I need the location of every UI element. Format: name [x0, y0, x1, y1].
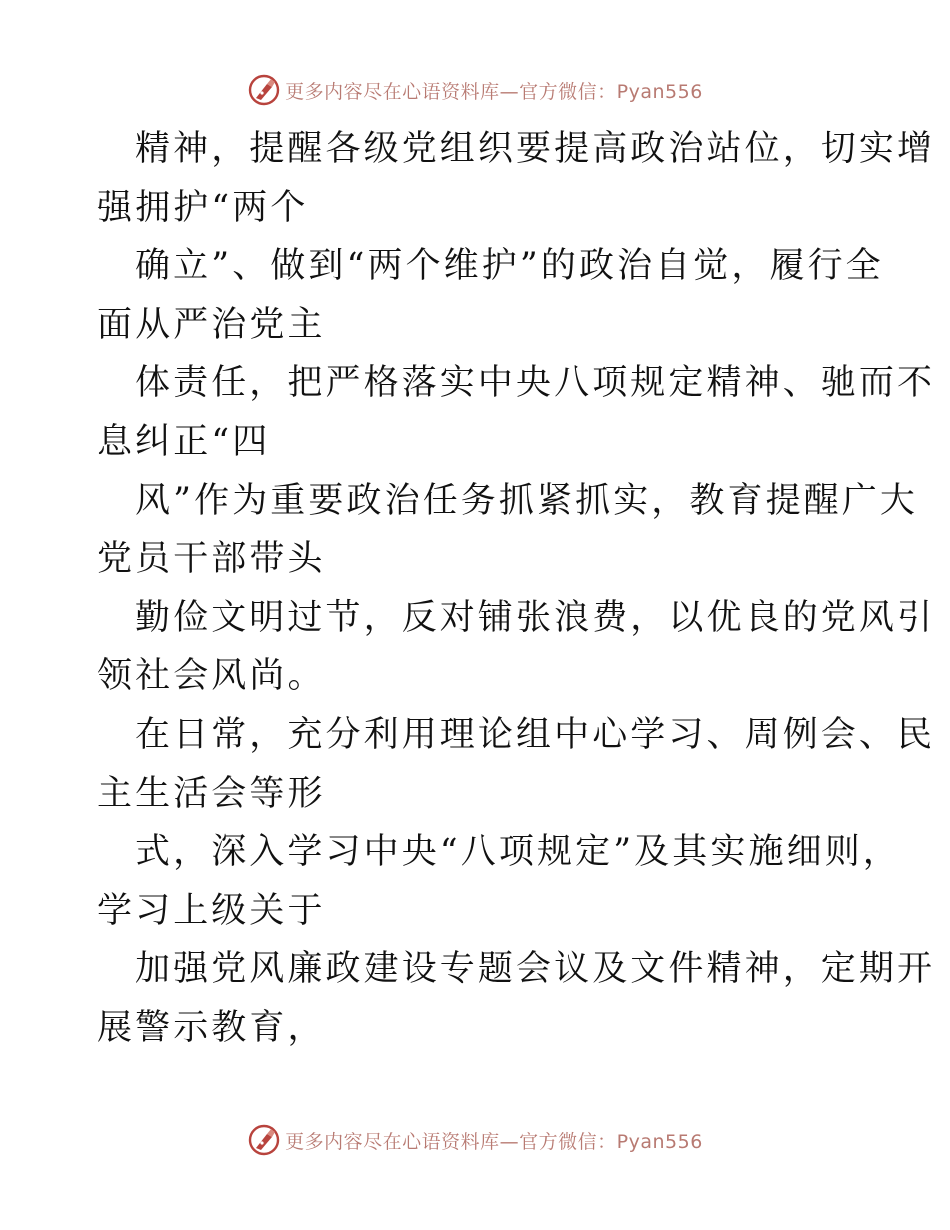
paragraph-line: 在日常，充分利用理论组中心学习、周例会、民 [135, 714, 936, 755]
paragraph-line: 强拥护“两个 [97, 187, 309, 228]
paragraph-line: 主生活会等形 [97, 773, 326, 814]
paragraph-line: 风”作为重要政治任务抓紧抓实，教育提醒广大 [135, 480, 918, 521]
footer-watermark [0, 1120, 950, 1160]
paragraph-line: 精神，提醒各级党组织要提高政治站位，切实增 [135, 129, 936, 169]
paragraph-line: 党员干部带头 [97, 539, 326, 580]
paragraph-line: 勤俭文明过节，反对铺张浪费，以优良的党风引 [135, 597, 936, 638]
paragraph-line: 展警示教育， [97, 1007, 326, 1048]
paragraph-line: 确立”、做到“两个维护”的政治自觉，履行全 [135, 246, 884, 287]
pen-nib-logo-icon [247, 73, 281, 107]
paragraph-line: 领社会风尚。 [97, 656, 326, 697]
pen-nib-logo-icon [247, 1123, 281, 1157]
header-watermark [0, 70, 950, 110]
paragraph-line: 息纠正“四 [97, 421, 271, 462]
document-body [97, 120, 936, 1058]
watermark-text: 更多内容尽在心语资料库—官方微信：Pyan556 [285, 1130, 703, 1153]
paragraph-line: 加强党风廉政建设专题会议及文件精神，定期开 [135, 949, 936, 990]
watermark-text: 更多内容尽在心语资料库—官方微信：Pyan556 [285, 80, 703, 103]
paragraph-line: 面从严治党主 [97, 304, 326, 345]
paragraph-line: 式，深入学习中央“八项规定”及其实施细则， [135, 832, 901, 873]
paragraph-line: 体责任，把严格落实中央八项规定精神、驰而不 [135, 363, 936, 404]
paragraph-line: 学习上级关于 [97, 890, 326, 931]
